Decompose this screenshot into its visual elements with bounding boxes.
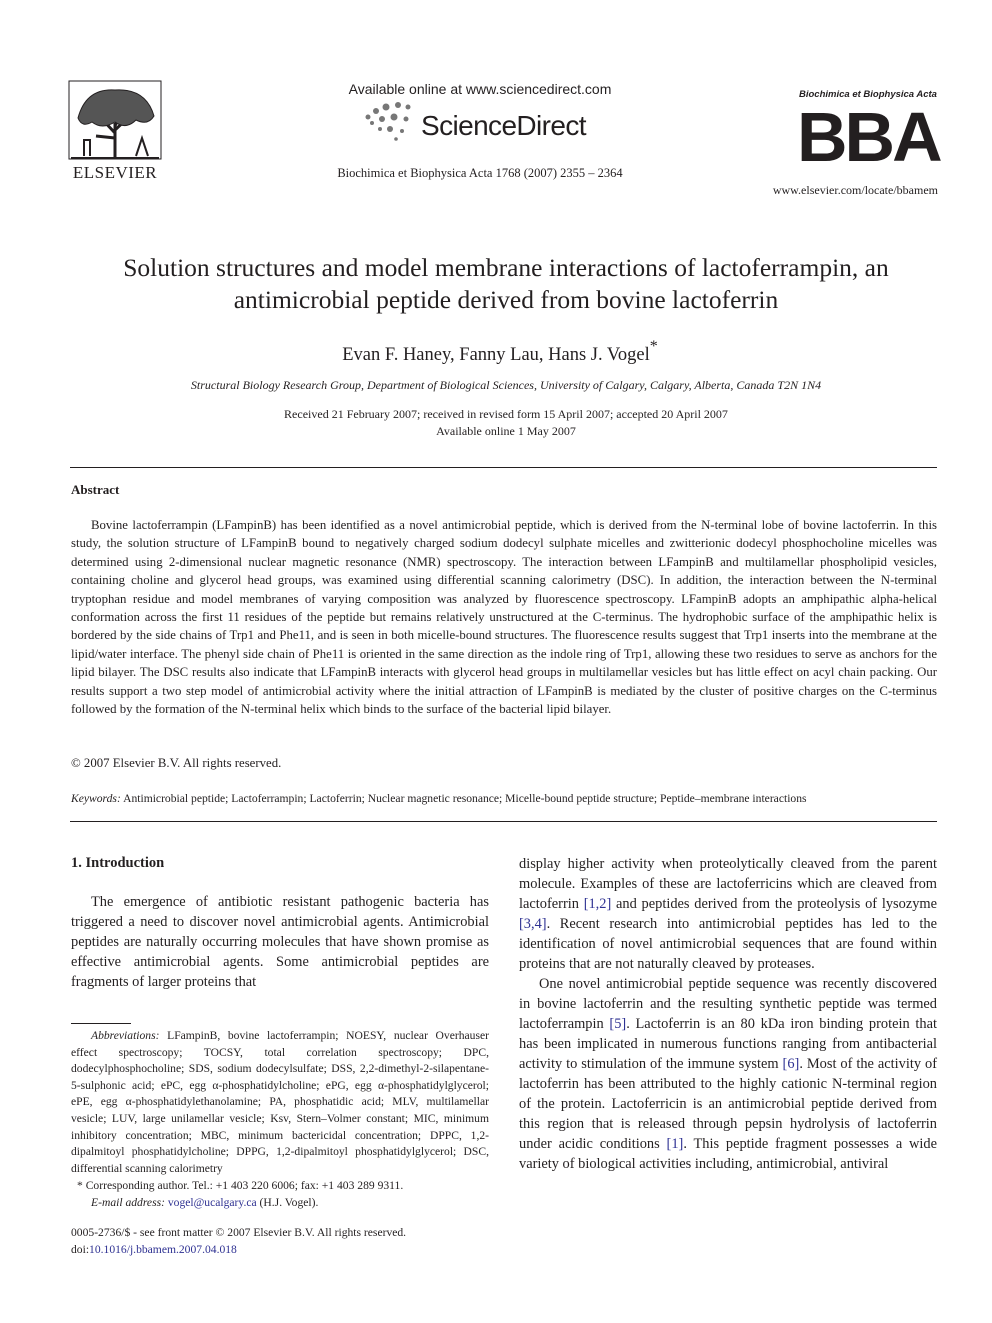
intro-right-paragraph-2 — [519, 974, 937, 1174]
doi-link[interactable]: 10.1016/j.bbamem.2007.04.018 — [89, 1243, 237, 1256]
email-footnote — [71, 1195, 489, 1212]
abstract-heading: Abstract — [71, 482, 120, 497]
article-title — [60, 252, 952, 316]
journal-url[interactable]: www.elsevier.com/locate/bbamem — [772, 183, 938, 197]
publisher-name: ELSEVIER — [72, 163, 158, 182]
title-line-2: antimicrobial peptide derived from bovine lactoferrin — [233, 285, 779, 314]
title-line-1: Solution structures and model membrane interactions of lactoferrampin, an — [123, 253, 889, 282]
journal-reference: Biochimica et Biophysica Acta 1768 (2007) 2355 – 2364 — [337, 166, 623, 180]
keywords-label: Keywords: — [71, 792, 121, 805]
authors — [200, 340, 800, 366]
available-date: Available online 1 May 2007 — [436, 424, 576, 438]
text-run: display higher activity when proteolytically cleaved from the parent molecule. Examples of these are lactoferricins which are cleaved from lactoferrin — [519, 856, 937, 912]
text-run: One novel antimicrobial peptide sequence was recently discovered in bovine lactoferrin and the resulting synthetic peptide was termed lactoferrampin — [519, 976, 937, 1032]
doi-label: doi: — [71, 1243, 90, 1256]
footnote-rule — [71, 1023, 131, 1024]
corresponding-footnote: * Corresponding author. Tel.: +1 403 220 6006; fax: +1 403 289 9311. — [77, 1179, 404, 1192]
text-run: . Most of the activity of lactoferrin has been attributed to the highly cationic N-terminal region of the protein. Lactoferricin is an antimicrobial peptide derived from this region that is released through pepsin hydrolysis of lactoferrin under acidic conditions — [519, 1056, 938, 1152]
bba-logo: BBA — [797, 98, 940, 176]
divider-bottom — [70, 821, 937, 822]
dates — [60, 406, 952, 440]
citation-link[interactable]: [1] — [666, 1136, 684, 1152]
abstract-copyright: © 2007 Elsevier B.V. All rights reserved. — [71, 756, 282, 770]
abstract-body: Bovine lactoferrampin (LFampinB) has been identified as a novel antimicrobial peptide, which is derived from the N-terminal lobe of bovine lactoferrin. In this study, the solution structure of LFampinB bound to negatively charged sodium dodecyl sulphate micelles and zwitterionic dodecyl phosphocholine micelles was determined using 2-dimensional nuclear magnetic resonance (NMR) spectroscopy. The interaction between LFampinB and multilamellar phospholipid vesicles, containing choline and glycerol head groups, was examined using differential scanning calorimetry (DSC). In addition, the interaction between the N-terminal tryptophan residue and model membranes of varying composition was analyzed by fluorescence spectroscopy. LFampinB adopts an amphipathic alpha-helical conformation across the first 11 residues of the peptide but remains relatively unstructured at the C-terminus. The hydrophobic surface of the amphipathic helix is bordered by the side chains of Trp1 and Phe11, and is seen in both micelle-bound structures. The fluorescence results suggest that Trp1 inserts into the membrane at the lipid/water interface. The phenyl side chain of Phe11 is oriented in the same direction as the indole ring of Trp1, allowing these two residues to serve as anchors for the lipid bilayer. The DSC results also indicate that LFampinB interacts with glycerol head groups in multilamellar vesicles but has little effect on acyl chain packing. Our results support a two step model of antimicrobial activity where the initial attraction of LFampinB is mediated by the cluster of positive charges on the C-terminus followed by the formation of the N-terminal helix which binds to the surface of the bacterial lipid bilayer. — [71, 518, 937, 717]
affiliation: Structural Biology Research Group, Department of Biological Sciences, University of Calgary, Calgary, Alberta, Canada T2N 1N4 — [190, 378, 822, 392]
text-run: . This peptide fragment possesses a wide variety of biological activities including, antimicrobial, antiviral — [519, 1136, 937, 1172]
section-heading-introduction: 1. Introduction — [71, 855, 165, 871]
doi-line — [71, 1241, 406, 1258]
bba-journal-name: Biochimica et Biophysica Acta — [799, 89, 937, 100]
issn-line: 0005-2736/$ - see front matter © 2007 Elsevier B.V. All rights reserved. — [71, 1226, 407, 1239]
email-tail: (H.J. Vogel). — [256, 1196, 319, 1209]
text-run: . Recent research into antimicrobial peptides has led to the identification of novel antimicrobial sequences that are found within proteins that are not naturally cleaved by proteases. — [519, 916, 937, 972]
intro-right-column — [519, 854, 937, 1174]
divider-top — [70, 467, 937, 468]
corresponding-mark[interactable]: * — [649, 338, 658, 355]
text-run: . Lactoferrin is an 80 kDa iron binding protein that has been implicated in numerous functions ranging from antibacterial activity to stimulation of the immune system — [519, 1016, 937, 1072]
sciencedirect-logo[interactable]: ScienceDirect — [421, 110, 586, 141]
keywords-list: Antimicrobial peptide; Lactoferrampin; Lactoferrin; Nuclear magnetic resonance; Micelle-bound peptide structure; Peptide–membrane interactions — [123, 792, 807, 805]
intro-left-paragraph: The emergence of antibiotic resistant pathogenic bacteria has triggered a need to discover novel antimicrobial agents. Antimicrobial peptides are naturally occurring molecules that have shown promise as effective antimicrobial agents. Some antimicrobial peptides are fragments of larger proteins that — [71, 894, 489, 990]
available-online-link[interactable]: Available online at www.sciencedirect.com — [348, 81, 612, 97]
citation-link[interactable]: [1,2] — [583, 896, 612, 912]
text-run: and peptides derived from the proteolysis of lysozyme — [611, 896, 937, 912]
email-label: E-mail address: — [91, 1196, 165, 1209]
citation-link[interactable]: [5] — [609, 1016, 627, 1032]
abbreviations-text: LFampinB, bovine lactoferrampin; NOESY, nuclear Overhauser effect spectroscopy; TOCSY, total correlation spectroscopy; DPC, dodecylphosphocholine; SDS, sodium dodecylsulfate; DSS, 2,2-dimethyl-2-silapentane-5-sulphonic acid; ePC, egg α-phosphatidylcholine; ePG, egg α-phosphatidylglycerol; ePE, egg α-phosphatidylethanolamine; PA, phosphatidic acid; MLV, multilamellar vesicle; LUV, large unilamellar vesicle; Ksv, Stern–Volmer constant; MIC, minimum inhibitory concentration; MBC, minimum bactericidal concentration; DPPC, 1,2-dipalmitoyl phosphatidylcholine; DPPG, 1,2-dipalmitoyl phosphatidylglycerol; DSC, differential scanning calorimetry — [71, 1029, 489, 1175]
issn-doi — [71, 1224, 406, 1258]
author-names: Evan F. Haney, Fanny Lau, Hans J. Vogel — [342, 345, 650, 366]
citation-link[interactable]: [6] — [782, 1056, 800, 1072]
keywords — [71, 792, 937, 805]
email-link[interactable]: vogel@ucalgary.ca — [167, 1196, 257, 1209]
intro-right-paragraph-1 — [519, 854, 937, 974]
abbreviations-label: Abbreviations: — [91, 1029, 160, 1042]
abbreviations-footnote — [71, 1028, 489, 1177]
received-dates: Received 21 February 2007; received in revised form 15 April 2007; accepted 20 April 2007 — [284, 407, 728, 421]
citation-link[interactable]: [3,4] — [519, 916, 547, 932]
